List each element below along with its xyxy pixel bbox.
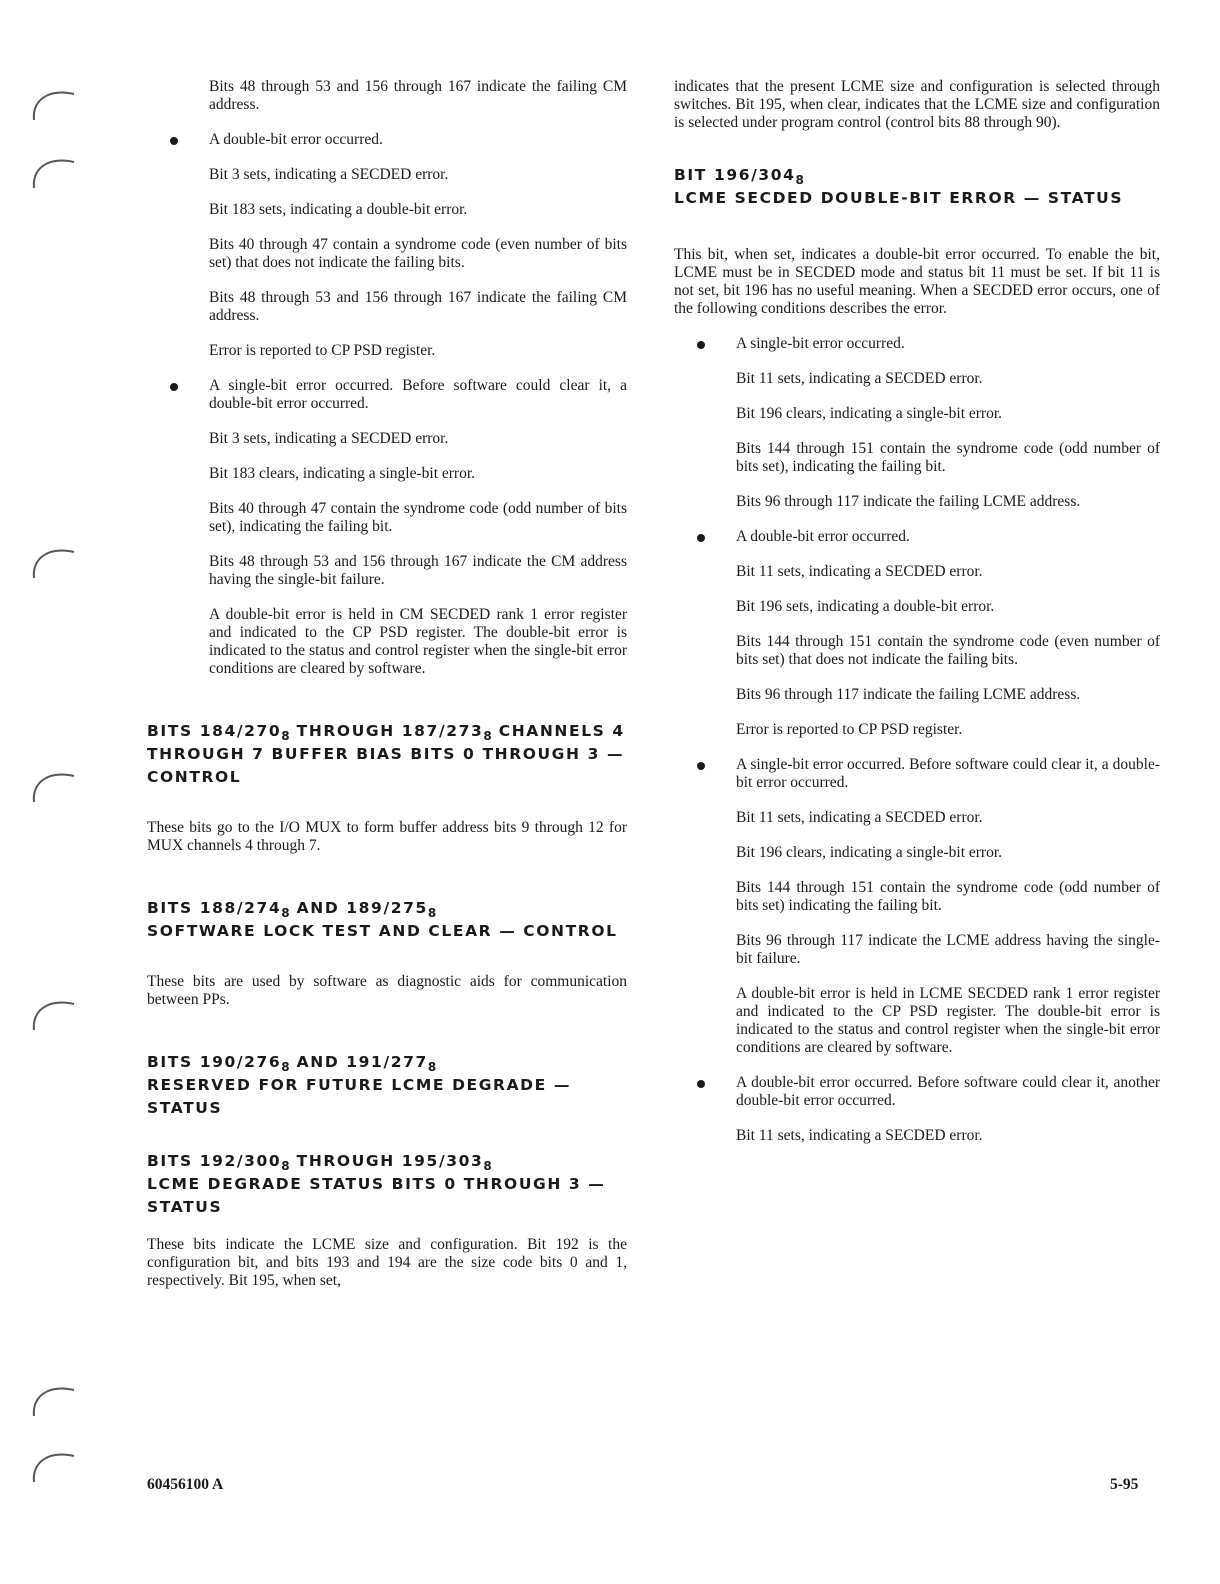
paragraph: This bit, when set, indicates a double-bit error occurred. To enable the bit, LCME must be in SECDED mode and status bit 11 must be set. If bit 11 is not set, bit 196 has no useful meaning. When a SECDED error occurs, one of the following conditions describes the error. xyxy=(674,246,1160,317)
bullet-item xyxy=(674,1074,1160,1110)
paragraph: Bit 183 clears, indicating a single-bit error. xyxy=(209,465,476,482)
left-column xyxy=(147,78,627,1307)
bullet-item xyxy=(674,528,1160,546)
paragraph: Bit 183 sets, indicating a double-bit error. xyxy=(209,201,468,218)
paragraph: Bits 144 through 151 contain the syndrome code (odd number of bits set) indicating the failing bit. xyxy=(736,879,1160,914)
paragraph: Bits 96 through 117 indicate the failing LCME address. xyxy=(736,686,1081,703)
binder-hole-icon xyxy=(28,994,80,1034)
paragraph: These bits go to the I/O MUX to form buffer address bits 9 through 12 for MUX channels 4 through 7. xyxy=(147,819,627,854)
paragraph: Bits 48 through 53 and 156 through 167 indicate the failing CM address. xyxy=(209,289,627,324)
right-column xyxy=(674,78,1160,1162)
paragraph: Bit 3 sets, indicating a SECDED error. xyxy=(209,430,449,447)
document-number: 60456100 A xyxy=(147,1476,224,1493)
paragraph: Bits 40 through 47 contain the syndrome code (odd number of bits set), indicating the failing bit. xyxy=(209,500,627,535)
paragraph: Bits 48 through 53 and 156 through 167 indicate the failing CM address. xyxy=(209,78,627,113)
paragraph: Bits 48 through 53 and 156 through 167 indicate the CM address having the single-bit failure. xyxy=(209,553,627,588)
bullet-item xyxy=(674,335,1160,353)
paragraph: A double-bit error is held in LCME SECDED rank 1 error register and indicated to the CP PSD register. The double-bit error is indicated to the status and control register when the single-bit error conditions are cleared by software. xyxy=(736,985,1160,1056)
section-heading: BITS $188/274_8$ AND $189/275_8$ SOFTWARE LOCK TEST AND CLEAR — CONTROL xyxy=(147,899,618,940)
section-heading: BITS $192/300_8$ THROUGH $195/303_8$ LCME DEGRADE STATUS BITS 0 THROUGH 3 — STATUS xyxy=(147,1152,606,1216)
paragraph: These bits are used by software as diagnostic aids for communication between PPs. xyxy=(147,973,627,1008)
paragraph: Bits 96 through 117 indicate the LCME address having the single-bit failure. xyxy=(736,932,1160,967)
bullet-icon xyxy=(697,341,705,349)
paragraph: Bits 96 through 117 indicate the failing LCME address. xyxy=(736,493,1081,510)
bullet-icon xyxy=(697,762,705,770)
bullet-text: A double-bit error occurred. xyxy=(736,528,910,545)
bullet-text: A single-bit error occurred. xyxy=(736,335,905,352)
paragraph: Bits 144 through 151 contain the syndrome code (even number of bits set) that does not indicate the failing bits. xyxy=(736,633,1160,668)
paragraph: Error is reported to CP PSD register. xyxy=(209,342,436,359)
paragraph: Bits 40 through 47 contain a syndrome code (even number of bits set) that does not indicate the failing bits. xyxy=(209,236,627,271)
paragraph: Bits 144 through 151 contain the syndrome code (odd number of bits set), indicating the failing bit. xyxy=(736,440,1160,475)
binder-hole-icon xyxy=(28,1446,80,1486)
binder-hole-icon xyxy=(28,84,80,124)
paragraph: Bit 196 clears, indicating a single-bit error. xyxy=(736,844,1003,861)
bullet-icon xyxy=(697,534,705,542)
binder-hole-icon xyxy=(28,542,80,582)
page-number: 5-95 xyxy=(1110,1476,1139,1493)
paragraph: Bit 11 sets, indicating a SECDED error. xyxy=(736,370,983,387)
paragraph: Bit 196 sets, indicating a double-bit error. xyxy=(736,598,995,615)
bullet-icon xyxy=(170,383,178,391)
bullet-text: A single-bit error occurred. Before software could clear it, a double-bit error occurred. xyxy=(209,377,627,412)
section-heading: BITS $184/270_8$ THROUGH $187/273_8$ CHANNELS 4 THROUGH 7 BUFFER BIAS BITS 0 THROUGH 3 — CONTROL xyxy=(147,722,625,786)
section-heading: BITS $190/276_8$ AND $191/277_8$ RESERVED FOR FUTURE LCME DEGRADE — STATUS xyxy=(147,1053,571,1117)
paragraph: Bit 11 sets, indicating a SECDED error. xyxy=(736,809,983,826)
bullet-icon xyxy=(170,137,178,145)
paragraph: Bit 196 clears, indicating a single-bit error. xyxy=(736,405,1003,422)
bullet-text: A single-bit error occurred. Before software could clear it, a double-bit error occurred. xyxy=(736,756,1160,791)
binder-hole-icon xyxy=(28,1380,80,1420)
bullet-text: A double-bit error occurred. Before software could clear it, another double-bit error occurred. xyxy=(736,1074,1160,1109)
binder-hole-icon xyxy=(28,766,80,806)
paragraph: A double-bit error is held in CM SECDED rank 1 error register and indicated to the CP PSD register. The double-bit error is indicated to the status and control register when the single-bit error conditions are cleared by software. xyxy=(209,606,627,677)
paragraph: Error is reported to CP PSD register. xyxy=(736,721,963,738)
binder-hole-icon xyxy=(28,152,80,192)
paragraph: Bit 11 sets, indicating a SECDED error. xyxy=(736,563,983,580)
paragraph: These bits indicate the LCME size and configuration. Bit 192 is the configuration bit, and bits 193 and 194 are the size code bits 0 and 1, respectively. Bit 195, when set, xyxy=(147,1236,627,1289)
bullet-icon xyxy=(697,1080,705,1088)
section-heading: BIT $196/304_8$ LCME SECDED DOUBLE-BIT ERROR — STATUS xyxy=(674,166,1124,207)
paragraph: Bit 3 sets, indicating a SECDED error. xyxy=(209,166,449,183)
bullet-item xyxy=(147,131,627,149)
bullet-text: A double-bit error occurred. xyxy=(209,131,383,148)
bullet-item xyxy=(674,756,1160,792)
bullet-item xyxy=(147,377,627,413)
paragraph: Bit 11 sets, indicating a SECDED error. xyxy=(736,1127,983,1144)
paragraph: indicates that the present LCME size and configuration is selected through switches. Bit 195, when clear, indicates that the LCME size and configuration is selected under program control (control bits 88 through 90). xyxy=(674,78,1160,131)
